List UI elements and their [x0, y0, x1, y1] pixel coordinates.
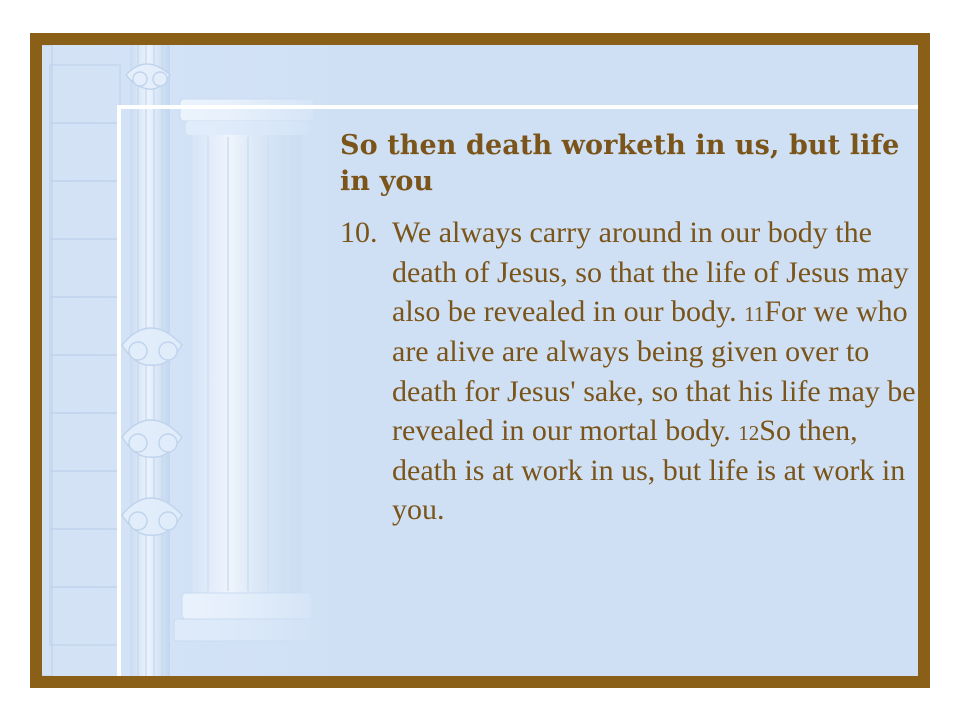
slide-content: [340, 128, 918, 530]
column-photo: [42, 45, 342, 676]
verse-marker-12: 12: [738, 421, 760, 446]
column-illustration-icon: [42, 45, 342, 676]
verse-marker-11: 11: [744, 302, 765, 327]
verse-text: [392, 213, 918, 530]
verse-number: 10.: [340, 216, 378, 250]
verse-row: [340, 213, 918, 530]
verse-text-part2: For we who are alive are always being given over to death for Jesus' sake, so that his life may be revealed in our mortal body.: [392, 295, 916, 448]
verse-text-part3: So then, death is at work in us, but life is at work in you.: [392, 414, 906, 527]
scripture-body: [340, 213, 918, 530]
verse-text-part1: We always carry around in our body the death of Jesus, so that the life of Jesus may also be revealed in our body.: [392, 216, 909, 329]
slide-inner-panel: [42, 45, 918, 676]
slide-title: So then death worketh in us, but life in you: [340, 130, 900, 197]
